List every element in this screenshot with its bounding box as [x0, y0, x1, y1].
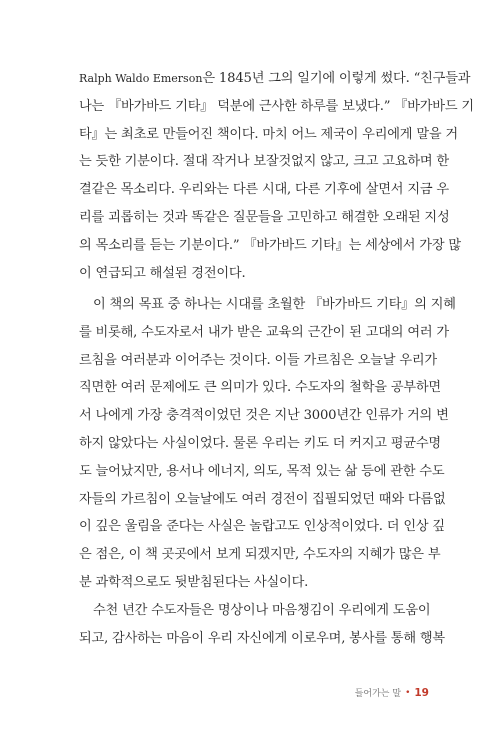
text-line: 르침을 여러분과 이어주는 것이다. 이들 가르침은 오늘날 우리가	[79, 352, 437, 368]
text-line	[79, 65, 471, 93]
footer-bullet: •	[405, 687, 411, 698]
text-line: 은 점은, 이 책 곳곳에서 보게 되겠지만, 수도자의 지혜가 많은 부	[79, 547, 441, 563]
text-line: 이 책의 목표 중 하나는 시대를 초월한 『바가바드 기타』의 지혜	[93, 297, 456, 312]
text-line: 의 목소리를 듣는 기분이다.” 『바가바드 기타』는 세상에서 가장 많	[79, 237, 461, 253]
paragraph-book-goal	[79, 291, 456, 597]
page-number: 19	[414, 686, 429, 699]
text-line: 하지 않았다는 사실이었다. 물론 우리는 키도 더 커지고 평균수명	[79, 435, 441, 451]
paragraph-monks-practice	[79, 597, 445, 653]
text-line: 이 깊은 울림을 준다는 사실은 놀랍고도 인상적이었다. 더 인상 깊	[79, 519, 445, 535]
text-line: 직면한 여러 문제에도 큰 의미가 있다. 수도자의 철학을 공부하면	[79, 380, 441, 396]
paragraph-emerson-quote	[79, 65, 474, 287]
text-line: 수천 년간 수도자들은 명상이나 마음챙김이 우리에게 도움이	[93, 603, 431, 618]
text-line: 이 연급되고 해설된 경전이다.	[79, 265, 246, 281]
text-line: 결같은 목소리다. 우리와는 다른 시대, 다른 기후에 살면서 지금 우	[79, 182, 449, 198]
text-line: 는 듯한 기분이다. 절대 작거나 보잘것없지 않고, 크고 고요하며 한	[79, 154, 449, 170]
text-segment: 은 1845년 그의 일기에 이렇게 썼다. “친구들과	[202, 71, 471, 86]
text-line: 도 늘어났지만, 용서나 에너지, 의도, 목적 있는 삶 등에 관한 수도	[79, 463, 445, 479]
section-label: 들어가는 말	[354, 689, 402, 699]
text-line: 나는 『바가바드 기타』 덕분에 근사한 하루를 보냈다.” 『바가바드 기	[79, 98, 474, 114]
text-line: 를 비롯해, 수도자로서 내가 받은 교육의 근간이 된 고대의 여러 가	[79, 324, 449, 340]
text-line: 자들의 가르침이 오늘날에도 여러 경전이 집필되었던 때와 다름없	[79, 491, 446, 507]
text-line: 분 과학적으로도 뒷받침된다는 사실이다.	[79, 574, 309, 590]
text-line: 리를 괴롭히는 것과 똑같은 질문들을 고민하고 해결한 오래된 지성	[79, 209, 450, 225]
page-footer	[355, 686, 429, 699]
text-line: 서 나에게 가장 충격적이었던 것은 지난 3000년간 인류가 거의 변	[79, 408, 449, 424]
author-name: Ralph Waldo Emerson	[79, 72, 203, 85]
text-line: 되고, 감사하는 마음이 우리 자신에게 이로우며, 봉사를 통해 행복	[79, 630, 445, 646]
text-line: 타』는 최초로 만들어진 책이다. 마치 어느 제국이 우리에게 말을 거	[79, 126, 458, 142]
